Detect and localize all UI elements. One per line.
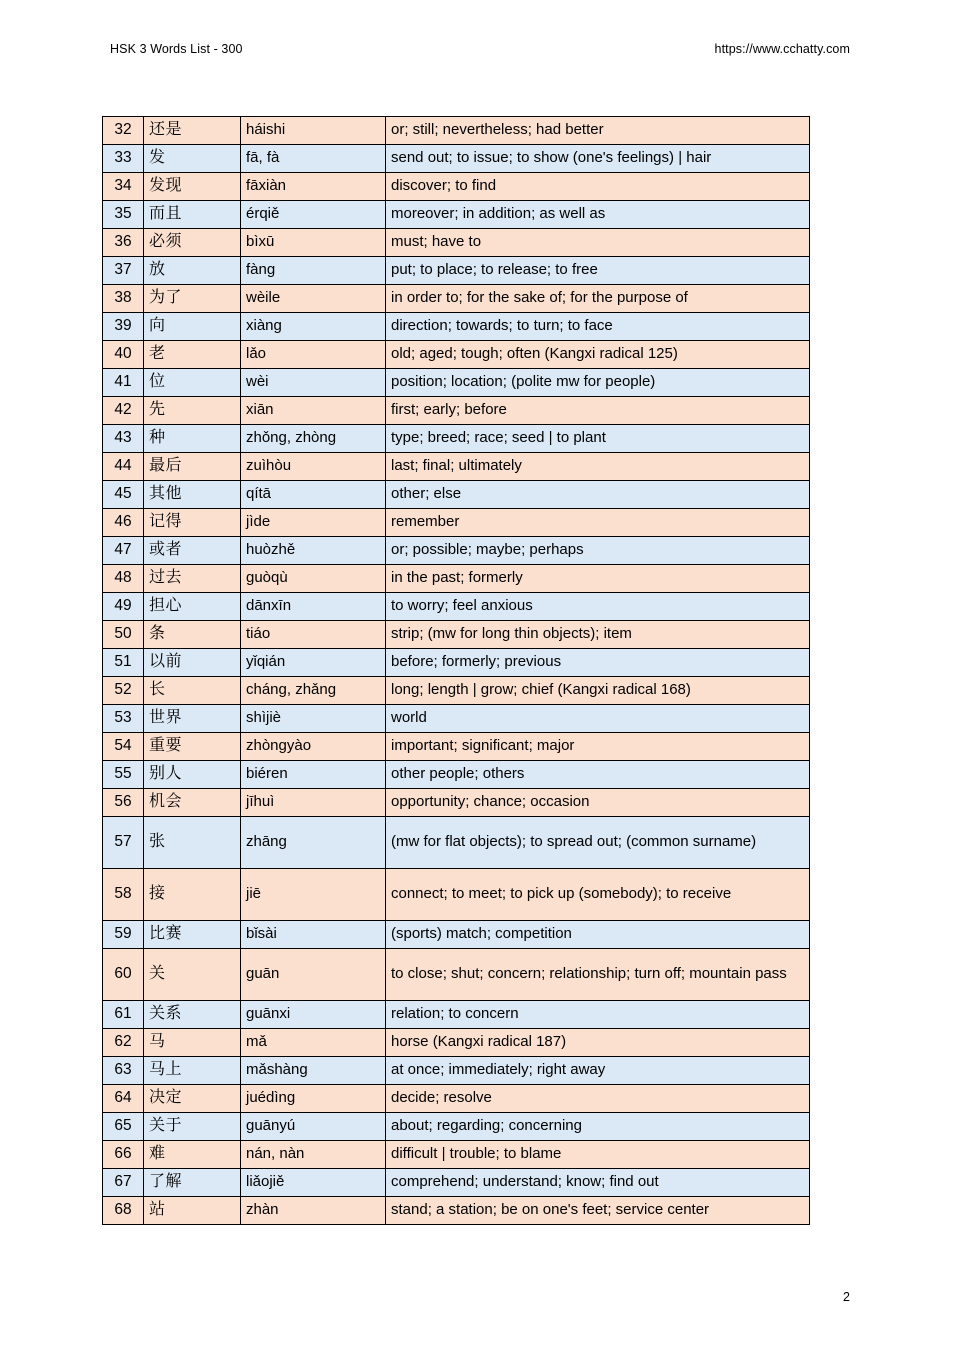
hanzi-cell: 最后	[144, 453, 241, 481]
definition-cell: stand; a station; be on one's feet; service center	[386, 1197, 810, 1225]
table-row	[103, 733, 810, 761]
word-index-cell: 47	[103, 537, 144, 565]
word-index-cell: 52	[103, 677, 144, 705]
word-index-cell: 44	[103, 453, 144, 481]
hanzi-cell: 发	[144, 145, 241, 173]
table-row	[103, 1029, 810, 1057]
hanzi-cell: 难	[144, 1141, 241, 1169]
table-row	[103, 1169, 810, 1197]
definition-cell: send out; to issue; to show (one's feelings) | hair	[386, 145, 810, 173]
hanzi-cell: 别人	[144, 761, 241, 789]
hanzi-cell: 重要	[144, 733, 241, 761]
word-index-cell: 67	[103, 1169, 144, 1197]
table-row	[103, 921, 810, 949]
table-row	[103, 565, 810, 593]
pinyin-cell: zhǒng, zhòng	[241, 425, 386, 453]
hanzi-cell: 发现	[144, 173, 241, 201]
definition-cell: must; have to	[386, 229, 810, 257]
definition-cell: relation; to concern	[386, 1001, 810, 1029]
table-row	[103, 201, 810, 229]
table-row	[103, 1141, 810, 1169]
table-row	[103, 649, 810, 677]
definition-cell: important; significant; major	[386, 733, 810, 761]
table-row	[103, 1057, 810, 1085]
word-index-cell: 33	[103, 145, 144, 173]
table-row	[103, 369, 810, 397]
definition-cell: or; possible; maybe; perhaps	[386, 537, 810, 565]
hanzi-cell: 马上	[144, 1057, 241, 1085]
pinyin-cell: mǎ	[241, 1029, 386, 1057]
definition-cell: difficult | trouble; to blame	[386, 1141, 810, 1169]
pinyin-cell: zhāng	[241, 817, 386, 869]
definition-cell: horse (Kangxi radical 187)	[386, 1029, 810, 1057]
table-row	[103, 173, 810, 201]
hanzi-cell: 过去	[144, 565, 241, 593]
table-row	[103, 341, 810, 369]
word-index-cell: 37	[103, 257, 144, 285]
definition-cell: in order to; for the sake of; for the purpose of	[386, 285, 810, 313]
pinyin-cell: dānxīn	[241, 593, 386, 621]
word-index-cell: 41	[103, 369, 144, 397]
word-index-cell: 55	[103, 761, 144, 789]
hanzi-cell: 而且	[144, 201, 241, 229]
table-row	[103, 789, 810, 817]
word-index-cell: 34	[103, 173, 144, 201]
hanzi-cell: 种	[144, 425, 241, 453]
hanzi-cell: 长	[144, 677, 241, 705]
definition-cell: or; still; nevertheless; had better	[386, 117, 810, 145]
definition-cell: opportunity; chance; occasion	[386, 789, 810, 817]
definition-cell: put; to place; to release; to free	[386, 257, 810, 285]
table-row	[103, 761, 810, 789]
definition-cell: in the past; formerly	[386, 565, 810, 593]
hanzi-cell: 关	[144, 949, 241, 1001]
word-index-cell: 62	[103, 1029, 144, 1057]
definition-cell: direction; towards; to turn; to face	[386, 313, 810, 341]
table-row	[103, 229, 810, 257]
pinyin-cell: xiàng	[241, 313, 386, 341]
word-index-cell: 45	[103, 481, 144, 509]
pinyin-cell: juédìng	[241, 1085, 386, 1113]
page-footer	[110, 1290, 850, 1304]
pinyin-cell: fāxiàn	[241, 173, 386, 201]
word-index-cell: 49	[103, 593, 144, 621]
pinyin-cell: fàng	[241, 257, 386, 285]
definition-cell: (sports) match; competition	[386, 921, 810, 949]
definition-cell: old; aged; tough; often (Kangxi radical 125)	[386, 341, 810, 369]
pinyin-cell: guān	[241, 949, 386, 1001]
hanzi-cell: 条	[144, 621, 241, 649]
table-row	[103, 705, 810, 733]
pinyin-cell: mǎshàng	[241, 1057, 386, 1085]
definition-cell: connect; to meet; to pick up (somebody); to receive	[386, 869, 810, 921]
table-row	[103, 145, 810, 173]
table-row	[103, 593, 810, 621]
definition-cell: about; regarding; concerning	[386, 1113, 810, 1141]
word-index-cell: 61	[103, 1001, 144, 1029]
word-index-cell: 42	[103, 397, 144, 425]
pinyin-cell: yǐqián	[241, 649, 386, 677]
word-index-cell: 57	[103, 817, 144, 869]
pinyin-cell: biéren	[241, 761, 386, 789]
word-index-cell: 43	[103, 425, 144, 453]
table-row	[103, 1113, 810, 1141]
word-index-cell: 35	[103, 201, 144, 229]
pinyin-cell: lǎo	[241, 341, 386, 369]
hanzi-cell: 位	[144, 369, 241, 397]
table-row	[103, 869, 810, 921]
definition-cell: discover; to find	[386, 173, 810, 201]
hanzi-cell: 向	[144, 313, 241, 341]
pinyin-cell: wèi	[241, 369, 386, 397]
table-row	[103, 285, 810, 313]
hanzi-cell: 站	[144, 1197, 241, 1225]
hanzi-cell: 关于	[144, 1113, 241, 1141]
table-row	[103, 453, 810, 481]
table-row	[103, 509, 810, 537]
word-index-cell: 53	[103, 705, 144, 733]
definition-cell: (mw for flat objects); to spread out; (common surname)	[386, 817, 810, 869]
hanzi-cell: 记得	[144, 509, 241, 537]
hanzi-cell: 还是	[144, 117, 241, 145]
document-title: HSK 3 Words List - 300	[110, 42, 243, 56]
definition-cell: position; location; (polite mw for people)	[386, 369, 810, 397]
pinyin-cell: jiē	[241, 869, 386, 921]
definition-cell: moreover; in addition; as well as	[386, 201, 810, 229]
word-index-cell: 66	[103, 1141, 144, 1169]
pinyin-cell: tiáo	[241, 621, 386, 649]
hanzi-cell: 决定	[144, 1085, 241, 1113]
hanzi-cell: 放	[144, 257, 241, 285]
definition-cell: to close; shut; concern; relationship; turn off; mountain pass	[386, 949, 810, 1001]
table-row	[103, 1085, 810, 1113]
pinyin-cell: bìxū	[241, 229, 386, 257]
definition-cell: type; breed; race; seed | to plant	[386, 425, 810, 453]
word-index-cell: 68	[103, 1197, 144, 1225]
pinyin-cell: jīhuì	[241, 789, 386, 817]
definition-cell: world	[386, 705, 810, 733]
hanzi-cell: 老	[144, 341, 241, 369]
table-row	[103, 117, 810, 145]
vocabulary-table-body	[103, 117, 810, 1225]
word-index-cell: 58	[103, 869, 144, 921]
word-index-cell: 48	[103, 565, 144, 593]
pinyin-cell: fā, fà	[241, 145, 386, 173]
table-row	[103, 425, 810, 453]
pinyin-cell: qítā	[241, 481, 386, 509]
word-index-cell: 56	[103, 789, 144, 817]
pinyin-cell: cháng, zhǎng	[241, 677, 386, 705]
definition-cell: comprehend; understand; know; find out	[386, 1169, 810, 1197]
page-header	[110, 42, 850, 56]
definition-cell: at once; immediately; right away	[386, 1057, 810, 1085]
pinyin-cell: liǎojiě	[241, 1169, 386, 1197]
definition-cell: before; formerly; previous	[386, 649, 810, 677]
definition-cell: remember	[386, 509, 810, 537]
source-url: https://www.cchatty.com	[714, 42, 850, 56]
table-row	[103, 621, 810, 649]
hanzi-cell: 关系	[144, 1001, 241, 1029]
word-index-cell: 39	[103, 313, 144, 341]
definition-cell: long; length | grow; chief (Kangxi radical 168)	[386, 677, 810, 705]
definition-cell: strip; (mw for long thin objects); item	[386, 621, 810, 649]
hanzi-cell: 以前	[144, 649, 241, 677]
definition-cell: last; final; ultimately	[386, 453, 810, 481]
word-index-cell: 60	[103, 949, 144, 1001]
hanzi-cell: 或者	[144, 537, 241, 565]
table-row	[103, 1001, 810, 1029]
hanzi-cell: 世界	[144, 705, 241, 733]
pinyin-cell: zhòngyào	[241, 733, 386, 761]
vocabulary-table	[102, 116, 810, 1225]
pinyin-cell: bǐsài	[241, 921, 386, 949]
page-number: 2	[843, 1290, 850, 1304]
pinyin-cell: xiān	[241, 397, 386, 425]
vocabulary-table-container	[102, 116, 809, 1225]
hanzi-cell: 为了	[144, 285, 241, 313]
hanzi-cell: 机会	[144, 789, 241, 817]
table-row	[103, 1197, 810, 1225]
word-index-cell: 40	[103, 341, 144, 369]
definition-cell: to worry; feel anxious	[386, 593, 810, 621]
table-row	[103, 397, 810, 425]
word-index-cell: 38	[103, 285, 144, 313]
table-row	[103, 817, 810, 869]
word-index-cell: 59	[103, 921, 144, 949]
table-row	[103, 257, 810, 285]
word-index-cell: 65	[103, 1113, 144, 1141]
hanzi-cell: 先	[144, 397, 241, 425]
table-row	[103, 537, 810, 565]
word-index-cell: 63	[103, 1057, 144, 1085]
table-row	[103, 949, 810, 1001]
pinyin-cell: nán, nàn	[241, 1141, 386, 1169]
definition-cell: first; early; before	[386, 397, 810, 425]
hanzi-cell: 马	[144, 1029, 241, 1057]
word-index-cell: 46	[103, 509, 144, 537]
word-index-cell: 64	[103, 1085, 144, 1113]
pinyin-cell: guānxi	[241, 1001, 386, 1029]
hanzi-cell: 接	[144, 869, 241, 921]
hanzi-cell: 了解	[144, 1169, 241, 1197]
pinyin-cell: shìjiè	[241, 705, 386, 733]
pinyin-cell: zuìhòu	[241, 453, 386, 481]
hanzi-cell: 必须	[144, 229, 241, 257]
definition-cell: decide; resolve	[386, 1085, 810, 1113]
pinyin-cell: guānyú	[241, 1113, 386, 1141]
pinyin-cell: háishi	[241, 117, 386, 145]
hanzi-cell: 张	[144, 817, 241, 869]
word-index-cell: 54	[103, 733, 144, 761]
pinyin-cell: guòqù	[241, 565, 386, 593]
hanzi-cell: 其他	[144, 481, 241, 509]
definition-cell: other; else	[386, 481, 810, 509]
definition-cell: other people; others	[386, 761, 810, 789]
pinyin-cell: huòzhě	[241, 537, 386, 565]
pinyin-cell: érqiě	[241, 201, 386, 229]
word-index-cell: 50	[103, 621, 144, 649]
word-index-cell: 36	[103, 229, 144, 257]
pinyin-cell: wèile	[241, 285, 386, 313]
hanzi-cell: 担心	[144, 593, 241, 621]
word-index-cell: 51	[103, 649, 144, 677]
pinyin-cell: zhàn	[241, 1197, 386, 1225]
hanzi-cell: 比赛	[144, 921, 241, 949]
word-index-cell: 32	[103, 117, 144, 145]
table-row	[103, 313, 810, 341]
table-row	[103, 481, 810, 509]
table-row	[103, 677, 810, 705]
pinyin-cell: jìde	[241, 509, 386, 537]
